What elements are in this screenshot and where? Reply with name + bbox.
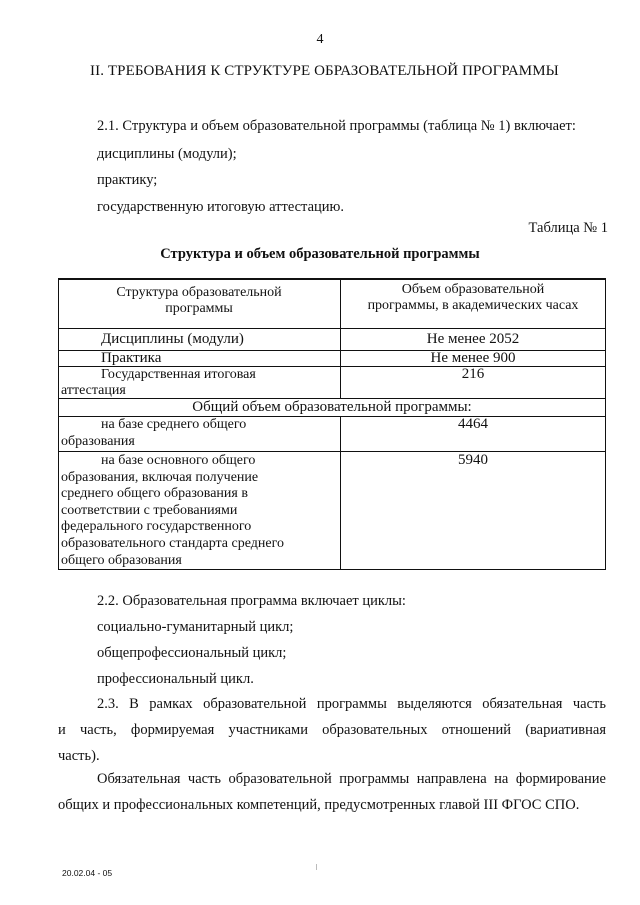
header-structure xyxy=(58,285,340,317)
total-row-basic-line1: на базе основного общего xyxy=(101,453,256,468)
list-item-cycle-general-professional: общепрофессиональный цикл; xyxy=(97,645,287,661)
paragraph-2-2: 2.2. Образовательная программа включает циклы: xyxy=(97,593,406,609)
row-disciplines-name: Дисциплины (модули) xyxy=(101,331,244,347)
table-title: Структура и объем образовательной программы xyxy=(160,246,480,262)
paragraph-final-line2: общих и профессиональных компетенций, предусмотренных главой III ФГОС СПО. xyxy=(58,797,580,813)
paragraph-2-3-line1: 2.3. В рамках образовательной программы выделяются обязательная часть xyxy=(97,696,606,712)
table-rule xyxy=(58,278,606,280)
structure-table xyxy=(58,278,606,570)
row-attestation-name-line2: аттестация xyxy=(61,383,126,398)
row-attestation-name-line1: Государственная итоговая xyxy=(101,367,256,382)
list-item-disciplines: дисциплины (модули); xyxy=(97,146,237,162)
list-item-attestation: государственную итоговую аттестацию. xyxy=(97,199,344,215)
row-practice-name: Практика xyxy=(101,350,162,366)
table-rule xyxy=(340,416,341,570)
table-rule xyxy=(58,328,606,329)
total-row-basic-line4: соответствии с требованиями xyxy=(61,502,238,518)
page-number: 4 xyxy=(316,32,324,47)
total-row-basic-line6: образовательного стандарта среднего xyxy=(61,535,284,551)
list-item-practice: практику; xyxy=(97,172,158,188)
header-structure-line1: Структура образовательной xyxy=(116,285,282,300)
total-row-secondary-value: 4464 xyxy=(458,416,488,432)
paragraph-2-3-line3: часть). xyxy=(58,748,100,764)
row-attestation-value: 216 xyxy=(461,366,485,382)
list-item-cycle-social: социально-гуманитарный цикл; xyxy=(97,619,294,635)
total-row-basic-value: 5940 xyxy=(458,452,488,468)
table-label: Таблица № 1 xyxy=(528,220,608,236)
header-structure-line2: программы xyxy=(165,301,233,316)
table-rule xyxy=(58,278,59,570)
paragraph-2-1: 2.1. Структура и объем образовательной программы (таблица № 1) включает: xyxy=(97,118,576,134)
scan-mark xyxy=(316,864,317,870)
total-volume-label: Общий объем образовательной программы: xyxy=(192,399,472,415)
total-row-basic-line5: федерального государственного xyxy=(61,519,252,535)
total-row-secondary-line1: на базе среднего общего xyxy=(101,417,247,432)
total-row-secondary-line2: образования xyxy=(61,434,135,449)
total-row-basic-name xyxy=(61,453,284,569)
total-row-basic-line2: образования, включая получение xyxy=(61,469,259,485)
footer-code: 20.02.04 - 05 xyxy=(62,868,113,878)
paragraph-2-3-line2: и часть, формируемая участниками образовательных отношений (вариативная xyxy=(58,722,606,738)
table-rule xyxy=(605,278,606,570)
row-practice-value: Не менее 900 xyxy=(430,350,516,366)
paragraph-final-line1: Обязательная часть образовательной программы направлена на формирование xyxy=(97,771,606,787)
total-row-basic-line7: общего образования xyxy=(61,552,182,568)
row-disciplines-value: Не менее 2052 xyxy=(426,331,520,347)
header-volume-line2: программы, в академических часах xyxy=(367,298,579,313)
header-volume xyxy=(341,282,605,314)
header-volume-line1: Объем образовательной xyxy=(401,282,545,297)
list-item-cycle-professional: профессиональный цикл. xyxy=(97,671,254,687)
section-heading: II. ТРЕБОВАНИЯ К СТРУКТУРЕ ОБРАЗОВАТЕЛЬНОЙ ПРОГРАММЫ xyxy=(90,63,559,79)
total-row-basic-line3: среднего общего образования в xyxy=(61,486,248,502)
